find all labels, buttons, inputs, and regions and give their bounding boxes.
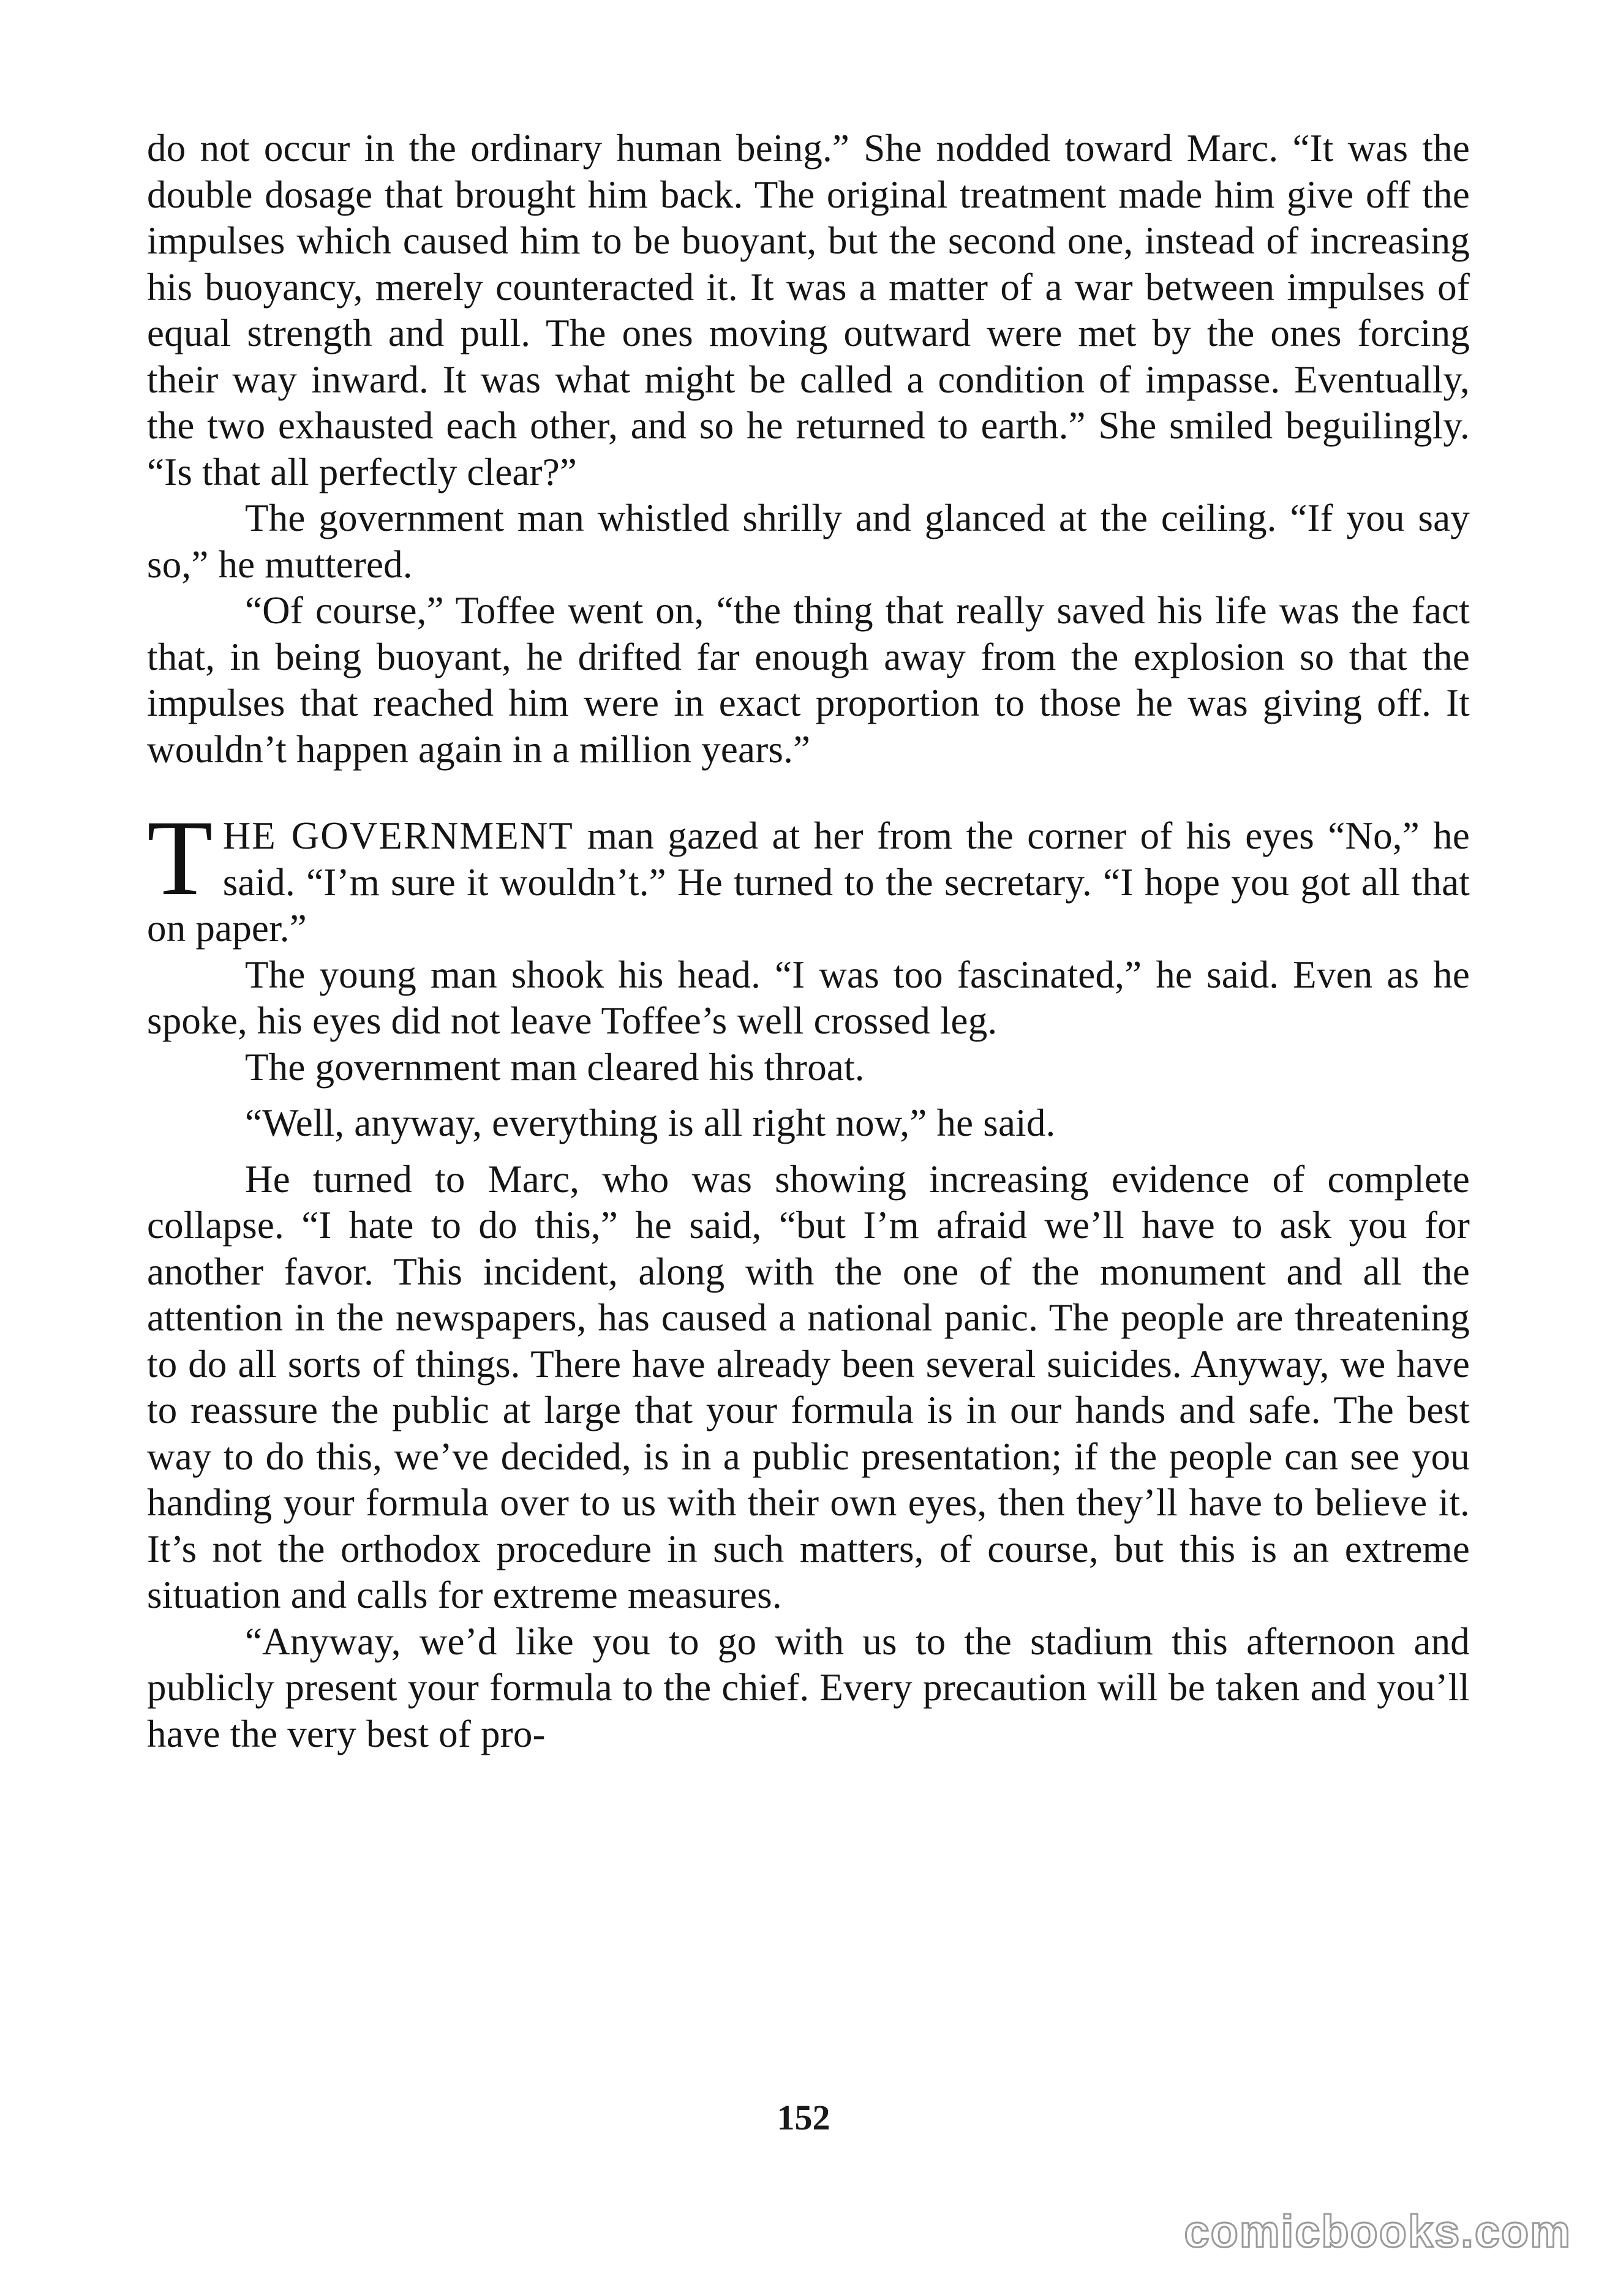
paragraph: “Well, anyway, everything is all right now,” he said. bbox=[245, 1101, 1056, 1144]
paragraph: He turned to Marc, who was showing increasing evidence of complete collapse. “I hate to do this,” he said, “but I’m afraid we’ll have to ask you for another favor. This incident, along with the one of the monument and all the attention in the newspapers, has caused a national panic. The people are threatening to do all sorts of things. There have already been several suicides. Anyway, we have to reassure the public at large that your formula is in our hands and safe. The best way to do this, we’ve decided, is in a public presentation; if the people can see you handing your formula over to us with their own eyes, then they’ll have to believe it. It’s not the orthodox procedure in such matters, of course, but this is an extreme situation and calls for extreme measures. bbox=[147, 1157, 1470, 1616]
page-body bbox=[147, 126, 1470, 1757]
watermark: comicbooks.com bbox=[1184, 2206, 1571, 2257]
paragraph: The government man whistled shrilly and glanced at the ceiling. “If you say so,” he muttered. bbox=[147, 497, 1470, 586]
paragraph: The government man cleared his throat. bbox=[245, 1045, 865, 1089]
section-opening-caps: HE GOVERNMENT bbox=[222, 814, 574, 857]
section-opening-text: man gazed at her from the corner of his eyes “No,” he said. “I’m sure it wouldn’t.” He turned to the secretary. “I hope you got all that on paper.” bbox=[147, 814, 1470, 950]
section-opening-paragraph bbox=[147, 798, 1470, 952]
paragraph: “Of course,” Toffee went on, “the thing that really saved his life was the fact that, in being buoyant, he drifted far enough away from the explosion so that the impulses that reached him were in exact proportion to those he was giving off. It wouldn’t happen again in a million years.” bbox=[147, 589, 1470, 771]
drop-cap: T bbox=[147, 798, 213, 918]
paragraph: The young man shook his head. “I was too fascinated,” he said. Even as he spoke, his eyes did not leave Toffee’s well crossed leg. bbox=[147, 953, 1470, 1042]
page-number: 152 bbox=[777, 2098, 830, 2137]
paragraph: “Anyway, we’d like you to go with us to the stadium this afternoon and publicly present your formula to the chief. Every precaution will be taken and you’ll have the very best of pro- bbox=[147, 1619, 1470, 1755]
paragraph: do not occur in the ordinary human being.” She nodded toward Marc. “It was the double dosage that brought him back. The original treatment made him give off the impulses which caused him to be buoyant, but the second one, instead of increasing his buoyancy, merely counteracted it. It was a matter of a war between impulses of equal strength and pull. The ones moving outward were met by the ones forcing their way inward. It was what might be called a condition of impasse. Eventually, the two exhausted each other, and so he returned to earth.” She smiled beguilingly. “Is that all perfectly clear?” bbox=[147, 127, 1470, 493]
